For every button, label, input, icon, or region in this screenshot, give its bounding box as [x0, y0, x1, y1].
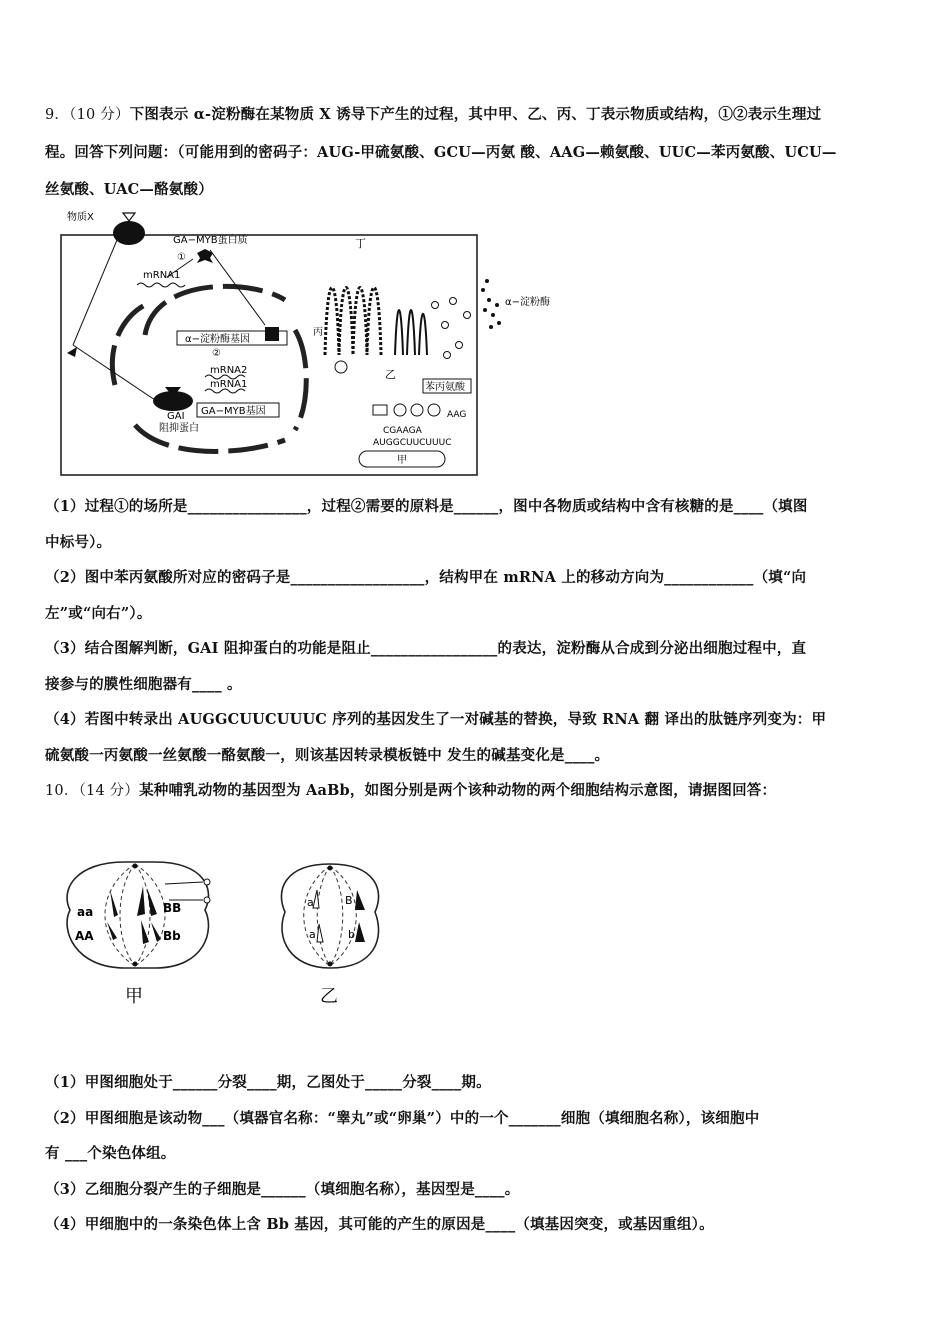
trna-group [373, 404, 440, 416]
q10-sub1: （1）甲图细胞处于______分裂____期，乙图处于_____分裂____期。 [45, 1074, 491, 1091]
spindle-yi [304, 866, 357, 966]
q10-sub2-line1: （2）甲图细胞是该动物___（填器官名称：“睾丸”或“卵巢”）中的一个_______细胞（填细胞名称），该细胞中 [45, 1110, 760, 1127]
label-yi: 乙 [385, 368, 396, 381]
alpha-amylase-dots [481, 279, 501, 329]
substance-x-triangle [123, 213, 135, 221]
q10-number: 10． [45, 783, 79, 799]
label-cgaaga: CGAAGA [383, 426, 422, 436]
q9-sub4-line2: 硫氨酸一丙氨酸一丝氨酸一酪氨酸一，则该基因转录模板链中 发生的碱基变化是____。 [45, 747, 610, 764]
q9-sub1-line2: 中标号）。 [45, 534, 112, 551]
label-process-2: ② [212, 348, 221, 359]
label-aa-upper: AA [75, 929, 94, 943]
label-bb-upper: BB [163, 901, 182, 915]
mrna1-top-wave [137, 283, 185, 287]
label-a-small-2: a [309, 928, 316, 941]
chromosomes-yi [313, 890, 365, 942]
q10-score: （14 分） [78, 783, 140, 799]
label-aa-lower: aa [77, 905, 94, 919]
q9-sub2-line2: 左”或“向右”）。 [45, 605, 152, 622]
label-mrna2: mRNA2 [210, 365, 248, 376]
q9-sub4-line1: （4）若图中转录出 AUGGCUUCUUUC 序列的基因发生了一对碱基的替换，导致 RNA 翻 译出的肽链序列变为：甲 [45, 711, 827, 728]
q10-figure [55, 850, 415, 1010]
left-arrow-head [67, 347, 77, 357]
label-substance-x: 物质X [67, 212, 94, 223]
q9-sub1-line1: （1）过程①的场所是________________，过程②需要的原料是______，图中各物质或结构中含有核糖的是____（填图 [45, 498, 808, 515]
label-ding: 丁 [355, 237, 366, 250]
q9-sub3-line1: （3）结合图解判断，GAI 阻抑蛋白的功能是阻止_________________的表达，淀粉酶从合成到分泌出细胞过程中，直 [45, 640, 807, 657]
q10-line1 [45, 779, 910, 800]
q9-score: （10 分） [69, 107, 130, 123]
rough-er [325, 288, 381, 356]
label-gai: GAI [167, 411, 185, 422]
label-b-big: B [345, 894, 353, 907]
label-mrna1-top: mRNA1 [143, 270, 181, 281]
gai-repressor [153, 391, 193, 411]
label-b-small: b [348, 928, 355, 941]
q10-sub2-line2: 有 ___个染色体组。 [45, 1145, 176, 1162]
q10-stem: 某种哺乳动物的基因型为 AaBb，如图分别是两个该种动物的两个细胞结构示意图，请据图回答： [139, 782, 777, 799]
q10-sub4: （4）甲细胞中的一条染色体上含 Bb 基因，其可能的产生的原因是____（填基因突变，或基因重组）。 [45, 1216, 714, 1233]
label-aag: AAG [447, 410, 467, 420]
label-mrna1-bottom: mRNA1 [210, 379, 248, 390]
label-alpha-gene: α−淀粉酶基因 [185, 334, 250, 345]
q9-figure [55, 205, 550, 480]
q9-stem-1: 下图表示 α-淀粉酶在某物质 X 诱导下产生的过程，其中甲、乙、丙、丁表示物质或结构，①②表示生理过 [129, 106, 822, 123]
label-bing: 丙 [313, 327, 323, 338]
label-process-1: ① [177, 252, 186, 263]
q9-line1 [45, 103, 910, 124]
chromosomes-jia [107, 886, 161, 944]
label-ga-myb-gene: GA−MYB基因 [201, 406, 266, 417]
label-alpha-amylase: α−淀粉酶 [505, 297, 550, 308]
q9-stem-2: 程。回答下列问题：（可能用到的密码子：AUG-甲硫氨酸、GCU—丙氨 酸、AAG—赖氨酸、UUC—苯丙氨酸、UCU— [45, 144, 837, 161]
label-phe: 苯丙氨酸 [425, 382, 465, 393]
q9-number: 9． [45, 107, 70, 123]
receptor-blob [113, 221, 145, 245]
label-cell-jia: 甲 [125, 986, 143, 1007]
vesicles [432, 298, 471, 359]
protein-block-gene [265, 327, 279, 341]
golgi [395, 310, 427, 355]
label-sequence: AUGGCUUCUUUC [373, 438, 452, 448]
label-gai-protein: 阻抑蛋白 [159, 423, 199, 434]
label-bb-mixed: Bb [163, 929, 181, 943]
label-a-small: a [307, 896, 314, 909]
cell-yi-outline [281, 864, 378, 968]
label-cell-yi: 乙 [320, 986, 338, 1007]
q9-sub3-line2: 接参与的膜性细胞器有____ 。 [45, 676, 242, 693]
label-ga-myb-protein: GA−MYB蛋白质 [173, 235, 248, 246]
label-jia: 甲 [397, 455, 407, 466]
q9-stem-3: 丝氨酸、UAC—酪氨酸） [45, 181, 213, 198]
q9-sub2-line1: （2）图中苯丙氨酸所对应的密码子是__________________，结构甲在 mRNA 上的移动方向为____________（填“向 [45, 569, 807, 586]
q10-sub3: （3）乙细胞分裂产生的子细胞是______（填细胞名称），基因型是____。 [45, 1181, 520, 1198]
